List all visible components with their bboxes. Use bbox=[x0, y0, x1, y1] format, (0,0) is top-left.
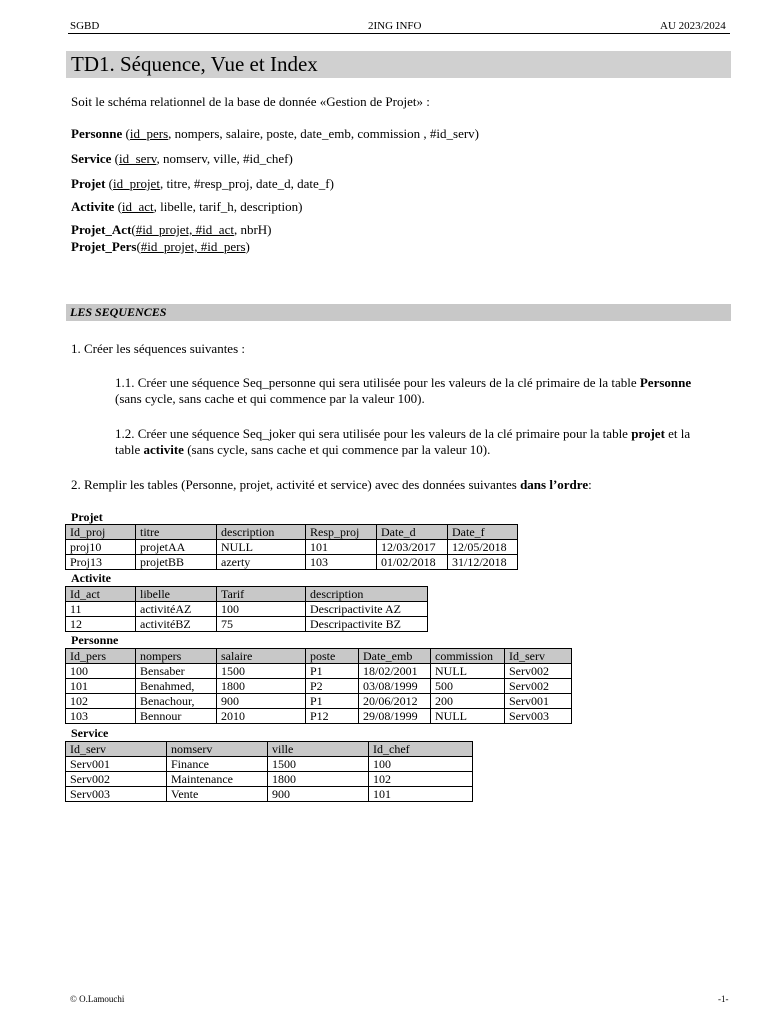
schema-open: ( bbox=[136, 239, 141, 254]
table-cell: 01/02/2018 bbox=[377, 555, 448, 570]
schema-primary-key: #id_projet, #id_act bbox=[135, 222, 234, 237]
schema-primary-key: id_act bbox=[121, 199, 154, 214]
table-title-personne: Personne bbox=[71, 633, 119, 647]
table-projet bbox=[65, 524, 518, 570]
footer-author: © O.Lamouchi bbox=[70, 994, 125, 1004]
column-header: Date_d bbox=[377, 525, 448, 540]
table-cell: Finance bbox=[167, 757, 268, 772]
table-cell: 12/03/2017 bbox=[377, 540, 448, 555]
column-header: description bbox=[306, 587, 428, 602]
q1-1-text: 1.1. Créer une séquence Seq_personne qui sera utilisée pour les valeurs de la clé primaire de la table bbox=[115, 375, 640, 390]
table-cell: 100 bbox=[369, 757, 473, 772]
header-rule bbox=[68, 33, 730, 34]
column-header: Id_serv bbox=[505, 649, 572, 664]
schema-attributes: , nomserv, ville, #id_chef) bbox=[156, 151, 293, 166]
table-cell: 20/06/2012 bbox=[359, 694, 431, 709]
schema-primary-key: id_projet bbox=[113, 176, 160, 191]
header-center: 2ING INFO bbox=[368, 20, 422, 32]
table-cell: Serv003 bbox=[505, 709, 572, 724]
table-cell: 500 bbox=[431, 679, 505, 694]
column-header: titre bbox=[136, 525, 217, 540]
schema-attributes: , titre, #resp_proj, date_d, date_f) bbox=[159, 176, 334, 191]
table-cell: 900 bbox=[268, 787, 369, 802]
schema-attributes: , nompers, salaire, poste, date_emb, commission , #id_serv) bbox=[168, 126, 480, 141]
table-row bbox=[66, 555, 518, 570]
section-title: LES SEQUENCES bbox=[70, 305, 167, 319]
table-cell: 900 bbox=[217, 694, 306, 709]
page-title: TD1. Séquence, Vue et Index bbox=[71, 52, 318, 76]
table-cell: Maintenance bbox=[167, 772, 268, 787]
schema-line bbox=[71, 199, 302, 215]
table-cell: P2 bbox=[306, 679, 359, 694]
table-cell: azerty bbox=[217, 555, 306, 570]
table-row bbox=[66, 709, 572, 724]
table-header-row bbox=[66, 649, 572, 664]
schema-line bbox=[71, 151, 293, 167]
table-cell: 102 bbox=[369, 772, 473, 787]
table-cell: Benachour, bbox=[136, 694, 217, 709]
schema-open: ( bbox=[105, 176, 113, 191]
table-cell: Benahmed, bbox=[136, 679, 217, 694]
table-cell: proj10 bbox=[66, 540, 136, 555]
table-title-service: Service bbox=[71, 726, 109, 740]
q1-2-line2-a: table bbox=[115, 442, 144, 457]
q1-2-table-activite: activite bbox=[143, 442, 184, 457]
question-1-2-line2 bbox=[115, 442, 490, 458]
table-cell: 18/02/2001 bbox=[359, 664, 431, 679]
column-header: Id_act bbox=[66, 587, 136, 602]
schema-open: ( bbox=[111, 151, 120, 166]
schema-attributes: , libelle, tarif_h, description) bbox=[153, 199, 303, 214]
column-header: Resp_proj bbox=[306, 525, 377, 540]
column-header: nomserv bbox=[167, 742, 268, 757]
column-header: description bbox=[217, 525, 306, 540]
table-cell: 103 bbox=[66, 709, 136, 724]
schema-table-name: Activite bbox=[71, 199, 115, 214]
table-title-projet: Projet bbox=[71, 510, 103, 524]
table-cell: 102 bbox=[66, 694, 136, 709]
section-banner bbox=[66, 304, 731, 321]
schema-table-name: Projet_Act bbox=[71, 222, 132, 237]
table-title-activite: Activite bbox=[71, 571, 111, 585]
column-header: poste bbox=[306, 649, 359, 664]
q1-2-table-projet: projet bbox=[631, 426, 665, 441]
table-cell: 1500 bbox=[217, 664, 306, 679]
table-cell: 03/08/1999 bbox=[359, 679, 431, 694]
schema-attributes: , nbrH) bbox=[233, 222, 272, 237]
table-activite bbox=[65, 586, 428, 632]
table-cell: Serv001 bbox=[505, 694, 572, 709]
table-row bbox=[66, 772, 473, 787]
table-cell: 101 bbox=[369, 787, 473, 802]
table-service bbox=[65, 741, 473, 802]
table-cell: 12 bbox=[66, 617, 136, 632]
table-cell: Descripactivite AZ bbox=[306, 602, 428, 617]
table-cell: NULL bbox=[217, 540, 306, 555]
schema-open: ( bbox=[114, 199, 122, 214]
table-cell: Serv002 bbox=[505, 679, 572, 694]
column-header: Id_serv bbox=[66, 742, 167, 757]
column-header: Date_f bbox=[448, 525, 518, 540]
column-header: Id_proj bbox=[66, 525, 136, 540]
table-cell: NULL bbox=[431, 664, 505, 679]
column-header: Date_emb bbox=[359, 649, 431, 664]
table-cell: P12 bbox=[306, 709, 359, 724]
column-header: commission bbox=[431, 649, 505, 664]
table-cell: 31/12/2018 bbox=[448, 555, 518, 570]
q1-2-line2-c: (sans cycle, sans cache et qui commence par la valeur 10). bbox=[183, 442, 491, 457]
table-personne bbox=[65, 648, 572, 724]
table-cell: 100 bbox=[217, 602, 306, 617]
table-cell: 101 bbox=[306, 540, 377, 555]
schema-open: ( bbox=[122, 126, 130, 141]
table-cell: 29/08/1999 bbox=[359, 709, 431, 724]
table-cell: Serv002 bbox=[505, 664, 572, 679]
column-header: Id_pers bbox=[66, 649, 136, 664]
schema-primary-key: id_serv bbox=[119, 151, 157, 166]
table-cell: Serv002 bbox=[66, 772, 167, 787]
table-row bbox=[66, 617, 428, 632]
schema-attributes: ) bbox=[245, 239, 250, 254]
table-cell: activitéBZ bbox=[136, 617, 217, 632]
schema-open: ( bbox=[131, 222, 136, 237]
table-cell: Bennour bbox=[136, 709, 217, 724]
table-cell: 200 bbox=[431, 694, 505, 709]
q1-2-text-end: et la bbox=[664, 426, 691, 441]
column-header: libelle bbox=[136, 587, 217, 602]
column-header: Id_chef bbox=[369, 742, 473, 757]
table-row bbox=[66, 540, 518, 555]
table-cell: 2010 bbox=[217, 709, 306, 724]
table-cell: Proj13 bbox=[66, 555, 136, 570]
table-row bbox=[66, 679, 572, 694]
q2-colon: : bbox=[588, 477, 592, 492]
question-1-1-line1 bbox=[115, 375, 691, 391]
table-cell: 1800 bbox=[217, 679, 306, 694]
table-header-row bbox=[66, 587, 428, 602]
footer-page-number: -1- bbox=[718, 994, 729, 1004]
table-cell: 103 bbox=[306, 555, 377, 570]
column-header: salaire bbox=[217, 649, 306, 664]
question-1-1-line2: (sans cycle, sans cache et qui commence par la valeur 100). bbox=[115, 391, 425, 406]
schema-line bbox=[71, 222, 272, 238]
schema-table-name: Projet bbox=[71, 176, 106, 191]
table-cell: Bensaber bbox=[136, 664, 217, 679]
schema-table-name: Service bbox=[71, 151, 112, 166]
table-row bbox=[66, 787, 473, 802]
table-header-row bbox=[66, 525, 518, 540]
schema-primary-key: id_pers bbox=[129, 126, 169, 141]
table-header-row bbox=[66, 742, 473, 757]
intro-text: Soit le schéma relationnel de la base de donnée «Gestion de Projet» : bbox=[71, 94, 430, 109]
table-row bbox=[66, 694, 572, 709]
table-cell: projetAA bbox=[136, 540, 217, 555]
table-cell: P1 bbox=[306, 664, 359, 679]
schema-line bbox=[71, 176, 334, 192]
table-cell: activitéAZ bbox=[136, 602, 217, 617]
table-cell: NULL bbox=[431, 709, 505, 724]
table-cell: P1 bbox=[306, 694, 359, 709]
table-cell: projetBB bbox=[136, 555, 217, 570]
q1-1-table-name: Personne bbox=[639, 375, 692, 390]
table-cell: 1800 bbox=[268, 772, 369, 787]
question-1-2-line1 bbox=[115, 426, 690, 442]
schema-table-name: Personne bbox=[71, 126, 123, 141]
header-left: SGBD bbox=[70, 20, 100, 32]
question-1: 1. Créer les séquences suivantes : bbox=[71, 341, 246, 356]
title-banner bbox=[66, 51, 731, 78]
table-row bbox=[66, 664, 572, 679]
table-cell: Serv001 bbox=[66, 757, 167, 772]
table-cell: Vente bbox=[167, 787, 268, 802]
schema-line bbox=[71, 239, 250, 255]
table-cell: Serv003 bbox=[66, 787, 167, 802]
table-cell: 1500 bbox=[268, 757, 369, 772]
table-cell: 11 bbox=[66, 602, 136, 617]
table-row bbox=[66, 602, 428, 617]
schema-table-name: Projet_Pers bbox=[71, 239, 137, 254]
table-cell: 75 bbox=[217, 617, 306, 632]
column-header: ville bbox=[268, 742, 369, 757]
q1-2-text: 1.2. Créer une séquence Seq_joker qui sera utilisée pour les valeurs de la clé primaire pour la table bbox=[115, 426, 632, 441]
question-2 bbox=[71, 477, 592, 493]
q2-emphasis: dans l’ordre bbox=[520, 477, 589, 492]
table-cell: Descripactivite BZ bbox=[306, 617, 428, 632]
table-cell: 101 bbox=[66, 679, 136, 694]
table-cell: 12/05/2018 bbox=[448, 540, 518, 555]
table-row bbox=[66, 757, 473, 772]
column-header: Tarif bbox=[217, 587, 306, 602]
q2-text: 2. Remplir les tables (Personne, projet, activité et service) avec des données suivantes bbox=[71, 477, 521, 492]
header-right: AU 2023/2024 bbox=[660, 20, 726, 32]
schema-line bbox=[71, 126, 479, 142]
table-cell: 100 bbox=[66, 664, 136, 679]
column-header: nompers bbox=[136, 649, 217, 664]
schema-primary-key: #id_projet, #id_pers bbox=[140, 239, 246, 254]
